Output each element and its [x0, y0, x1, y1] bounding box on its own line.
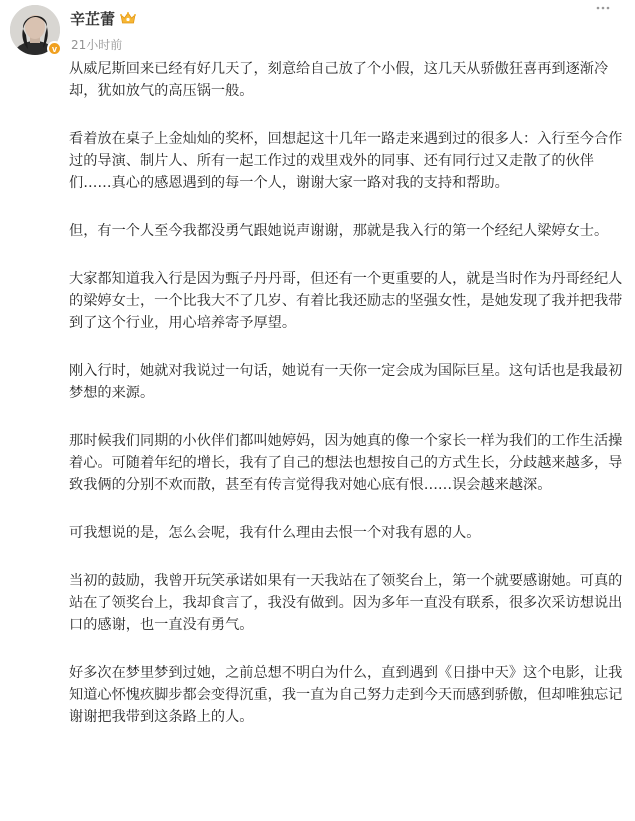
crown-icon[interactable]	[120, 11, 136, 25]
post-paragraph: 当初的鼓励，我曾开玩笑承诺如果有一天我站在了领奖台上，第一个就要感谢她。可真的站在了领奖台上，我却食言了，我没有做到。因为多年一直没有联系，很多次采访想说出口的感谢，也一直没有勇气。	[69, 573, 623, 633]
post-timestamp[interactable]: 21小时前	[71, 38, 123, 52]
post-paragraph: 但，有一个人至今我都没勇气跟她说声谢谢，那就是我入行的第一个经纪人梁婷女士。	[69, 223, 609, 239]
more-options-icon[interactable]	[596, 6, 610, 10]
post-paragraph: 看着放在桌子上金灿灿的奖杯，回想起这十几年一路走来遇到过的很多人：入行至今合作过的导演、制片人、所有一起工作过的戏里戏外的同事、还有同行过又走散了的伙伴们……真心的感恩遇到的每一个人，谢谢大家一路对我的支持和帮助。	[69, 131, 623, 191]
post-paragraph: 刚入行时，她就对我说过一句话，她说有一天你一定会成为国际巨星。这句话也是我最初梦想的来源。	[69, 363, 623, 401]
post-paragraph: 大家都知道我入行是因为甄子丹丹哥，但还有一个更重要的人，就是当时作为丹哥经纪人的梁婷女士，一个比我大不了几岁、有着比我还励志的坚强女性，是她发现了我并把我带到了这个行业，用心培养寄予厚望。	[69, 271, 623, 331]
svg-text:v: v	[51, 44, 58, 54]
post-paragraph: 从威尼斯回来已经有好几天了，刻意给自己放了个小假，这几天从骄傲狂喜再到逐渐冷却，犹如放气的高压锅一般。	[69, 61, 609, 99]
verified-badge-icon	[47, 41, 62, 56]
post-paragraph: 好多次在梦里梦到过她，之前总想不明白为什么，直到遇到《日掛中天》这个电影，让我知道心怀愧疚脚步都会变得沉重，我一直为自己努力走到今天而感到骄傲，但却唯独忘记谢谢把我带到这条路上的人。	[69, 665, 623, 725]
post-content	[69, 58, 625, 754]
username[interactable]: 辛芷蕾	[70, 9, 116, 28]
post-header	[0, 0, 635, 60]
post-paragraph: 可我想说的是，怎么会呢，我有什么理由去恨一个对我有恩的人。	[69, 525, 481, 541]
username-row	[70, 7, 136, 29]
post-paragraph: 那时候我们同期的小伙伴们都叫她婷妈，因为她真的像一个家长一样为我们的工作生活操着心。可随着年纪的增长，我有了自己的想法也想按自己的方式生长，分歧越来越多，导致我俩的分别不欢而散，甚至有传言觉得我对她心底有恨……误会越来越深。	[69, 433, 623, 493]
